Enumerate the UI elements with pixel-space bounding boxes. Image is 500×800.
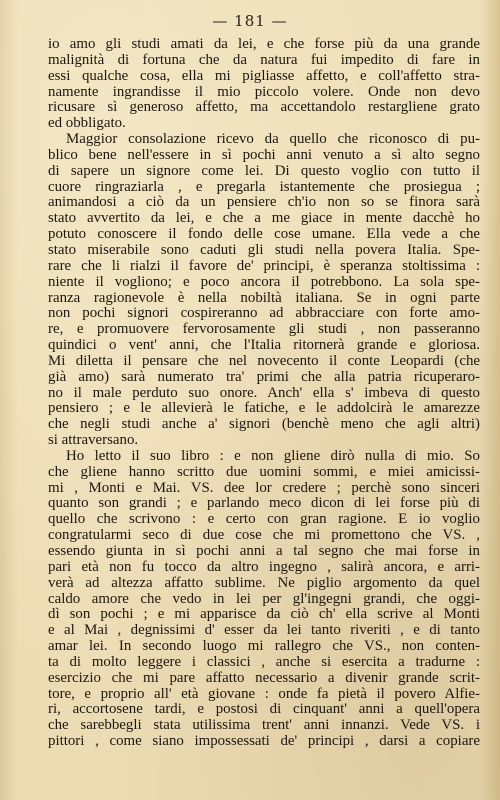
text-line: mi , Monti e Mai. VS. dee lor credere ; perchè sono sinceri	[48, 479, 480, 496]
text-line: stato avvertito da lei, e che a me giace in mente dacchè ho	[48, 210, 480, 227]
text-line: cuore ringraziarla , e pregarla istantemente che prosiegua ;	[48, 178, 480, 195]
text-line: essi qualche cosa, ella mi pigliasse affetto, e coll'affetto stra-	[48, 67, 480, 84]
text-line: stato miserabile sono caduti gli studi nella povera Italia. Spe-	[48, 241, 480, 258]
text-line: re, e promuovere fervorosamente gli studi , non passeranno	[48, 321, 480, 338]
text-line: già amo) sarà numerato tra' primi che alla patria ricuperaro-	[48, 368, 480, 385]
text-line: non pochi signori cospireranno ad abbracciare con forte amo-	[48, 305, 480, 322]
text-line: quello che scrivono : e certo con gran ragione. E io voglio	[48, 511, 480, 528]
text-line: Mi diletta il pensare che nel novecento il conte Leopardi (che	[48, 352, 480, 369]
text-line: che negli studi anche a' signori (benchè meno che agli altri)	[48, 416, 480, 433]
text-line: si attraversano.	[48, 432, 139, 449]
text-line: pari età non fu tocco da altro ingegno , salirà ancora, e arri-	[48, 558, 480, 575]
text-line: esercizio che mi pare affatto necessario a divenir grande scrit-	[48, 669, 480, 686]
text-line: pittori , come siano impossessati de' principi , darsi a copiare	[48, 733, 480, 750]
text-line: ricusare sì generoso affetto, ma accettandolo restargliene grato	[48, 99, 480, 116]
text-line: dì son pochi ; e mi apparisce da ciò ch' ella scrive al Monti	[48, 606, 480, 623]
text-line: blico bene nell'essere in sì pochi anni venuto a sì alto segno	[48, 146, 480, 163]
text-line: namente ingrandisse il mio piccolo volere. Onde non devo	[48, 83, 480, 100]
text-line: malignità di fortuna che da natura fui impedito di fare in	[48, 51, 480, 68]
text-line: che gliene hanno scritto due uomini sommi, e miei amicissi-	[48, 463, 480, 480]
text-line: no il male perduto suo onore. Anch' ella s' imbeva di questo	[48, 384, 480, 401]
text-line: ta di molto leggere i classici , anche si esercita a tradurne :	[48, 653, 480, 670]
text-line: quanto son grandi ; e parlando meco dicon di lei forse più di	[48, 495, 480, 512]
text-line: di sapere un signore come lei. Di questo voglio con tutto il	[48, 162, 480, 179]
body-text	[48, 37, 480, 750]
text-line: Ho letto il suo libro : e non gliene dirò nulla di mio. So	[66, 447, 480, 464]
text-line: potuto conoscere il fondo delle cose umane. Ella vede a che	[48, 226, 480, 243]
text-line: Maggior consolazione ricevo da quello che riconosco di pu-	[66, 131, 480, 148]
text-line: ranza ragionevole è nella nobiltà italiana. Se in ogni parte	[48, 289, 480, 306]
text-line: e al Mai , degnissimi d' esser da lei tanto riveriti , e di tanto	[48, 622, 480, 639]
text-line: animandosi a ciò da un pensiere ch'io non so se finora sarà	[48, 194, 480, 211]
text-line: ri, accortosene tardi, e postosi di cinquant' anni a quell'opera	[48, 701, 480, 718]
text-line: essendo giunta in sì pochi anni a tal segno che mai forse in	[48, 543, 480, 559]
text-line: rare che li rialzi il favore de' principi, è speranza stoltissima :	[48, 257, 480, 274]
text-line: quindici o vent' anni, che l'Italia ritornerà grande e gloriosa.	[48, 337, 480, 354]
text-line: congratularmi seco di due cose che mi promettono che VS. ,	[48, 527, 480, 544]
text-line: tore, e proprio all' età giovane : onde fa pietà il povero Alfie-	[48, 685, 480, 702]
page-number: — 181 —	[212, 12, 288, 30]
text-line: ed obbligato.	[48, 115, 126, 132]
text-line: niente il vogliono; e poco ancora il potrebbono. La sola spe-	[48, 273, 480, 290]
text-line: amar lei. In secondo luogo mi rallegro che VS., non conten-	[48, 638, 480, 655]
text-line: verà ad altezza affatto sublime. Ne piglio argomento da quel	[48, 574, 480, 591]
text-line: caldo amore che vedo in lei per gl'ingegni grandi, che oggi-	[48, 590, 480, 607]
text-line: pensiero ; e le allevierà le fatiche, e le addolcirà le amarezze	[48, 400, 480, 417]
text-line: che sarebbegli stata utilissima trent' anni innanzi. Vede VS. i	[48, 717, 480, 734]
text-line: io amo gli studi amati da lei, e che forse più da una grande	[48, 36, 480, 52]
